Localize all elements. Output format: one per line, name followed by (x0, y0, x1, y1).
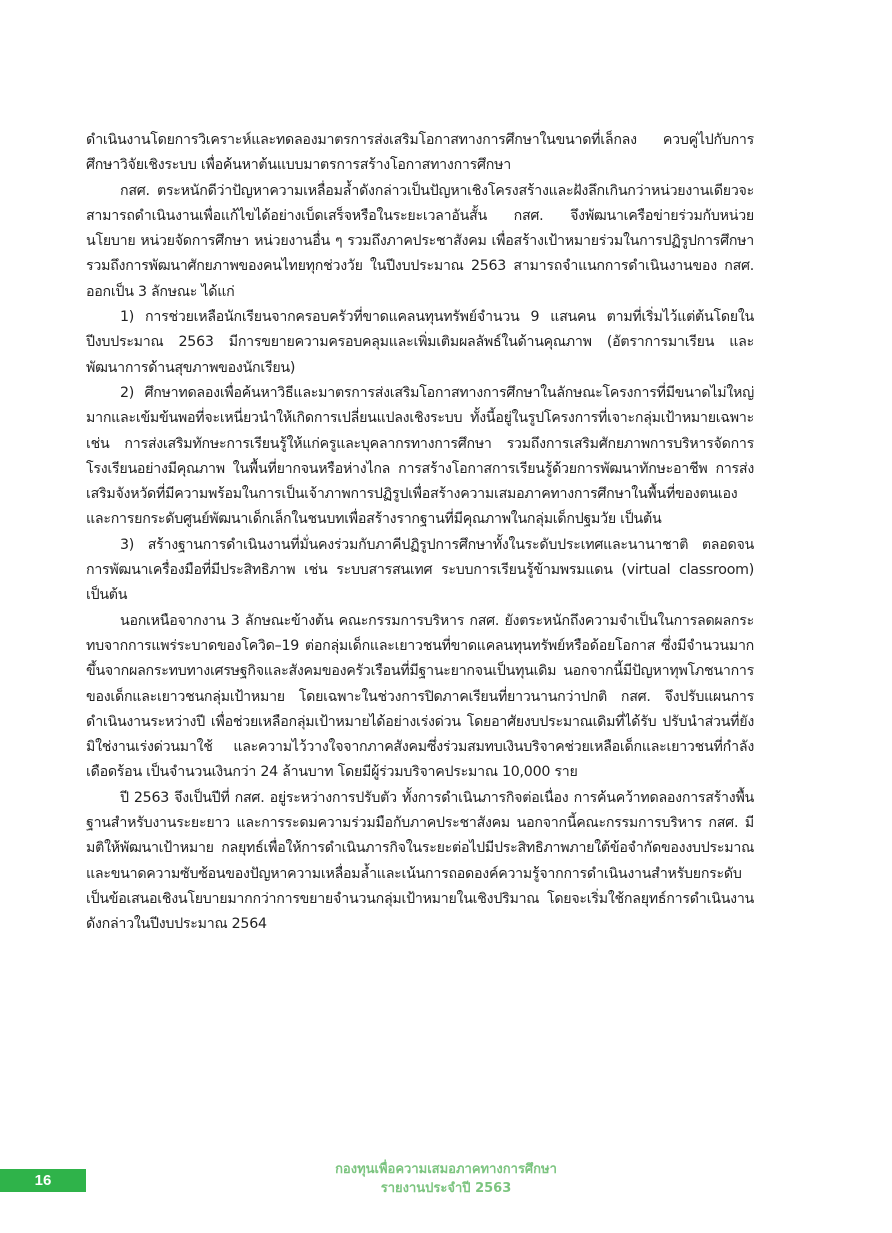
document-body (86, 128, 754, 938)
page-number: 16 (34, 1172, 52, 1189)
paragraph-item-1: 1) การช่วยเหลือนักเรียนจากครอบครัวที่ขาดแคลนทุนทรัพย์จำนวน 9 แสนคน ตามที่เริ่มไว้แต่ต้นโดยในปีงบประมาณ 2563 มีการขยายความครอบคลุมและเพิ่มเติมผลลัพธ์ในด้านคุณภาพ (อัตราการมาเรียน และพัฒนาการด้านสุขภาพของนักเรียน) (86, 309, 754, 376)
paragraph-year-summary: ปี 2563 จึงเป็นปีที่ กสศ. อยู่ระหว่างการปรับตัว ทั้งการดำเนินภารกิจต่อเนื่อง การค้นคว้าทดลองการสร้างพื้นฐานสำหรับงานระยะยาว และการระดมความร่วมมือกับภาคประชาสังคม นอกจากนี้คณะกรรมการบริหาร กสศ. มีมติให้พัฒนาเป้าหมาย กลยุทธ์เพื่อให้การดำเนินภารกิจในระยะต่อไปมีประสิทธิภาพภายใต้ข้อจำกัดของงบประมาณและขนาดความซับซ้อนของปัญหาความเหลื่อมล้ำและเน้นการถอดองค์ความรู้จากการดำเนินงานสำหรับยกระดับเป็นข้อเสนอเชิงนโยบายมากกว่าการขยายจำนวนกลุ่มเป้าหมายในเชิงปริมาณ โดยจะเริ่มใช้กลยุทธ์การดำเนินงานดังกล่าวในปีงบประมาณ 2564 (86, 789, 754, 933)
footer-org-name: กองทุนเพื่อความเสมอภาคทางการศึกษา (335, 1162, 557, 1177)
paragraph-item-3: 3) สร้างฐานการดำเนินงานที่มั่นคงร่วมกับภาคีปฏิรูปการศึกษาทั้งในระดับประเทศและนานาชาติ ตลอดจนการพัฒนาเครื่องมือที่มีประสิทธิภาพ เช่น ระบบสารสนเทศ ระบบการเรียนรู้ข้ามพรมแดน (virtual classroom) เป็นต้น (86, 536, 754, 604)
paragraph-intro: ดำเนินงานโดยการวิเคราะห์และทดลองมาตรการส่งเสริมโอกาสทางการศึกษาในขนาดที่เล็กลง ควบคู่ไปกับการศึกษาวิจัยเชิงระบบ เพื่อค้นหาต้นแบบมาตรการสร้างโอกาสทางการศึกษา (86, 132, 754, 174)
paragraph-item-2: 2) ศึกษาทดลองเพื่อค้นหาวิธีและมาตรการส่งเสริมโอกาสทางการศึกษาในลักษณะโครงการที่มีขนาดไม่ใหญ่มากและเข้มข้นพอที่จะเหนี่ยวนำให้เกิดการเปลี่ยนแปลงเชิงระบบ ทั้งนี้อยู่ในรูปโครงการที่เจาะกลุ่มเป้าหมายเฉพาะ เช่น การส่งเสริมทักษะการเรียนรู้ให้แก่ครูและบุคลากรทางการศึกษา รวมถึงการเสริมศักยภาพการบริหารจัดการโรงเรียนอย่างมีคุณภาพ ในพื้นที่ยากจนหรือห่างไกล การสร้างโอกาสการเรียนรู้ด้วยการพัฒนาทักษะอาชีพ การส่งเสริมจังหวัดที่มีความพร้อมในการเป็นเจ้าภาพการปฏิรูปเพื่อสร้างความเสมอภาคทางการศึกษาในพื้นที่ของตนเอง และการยกระดับศูนย์พัฒนาเด็กเล็กในชนบทเพื่อสร้างรากฐานที่มีคุณภาพในกลุ่มเด็กปฐมวัย เป็นต้น (86, 384, 754, 528)
paragraph-covid-response: นอกเหนือจากงาน 3 ลักษณะข้างต้น คณะกรรมการบริหาร กสศ. ยังตระหนักถึงความจำเป็นในการลดผลกระทบจากการแพร่ระบาดของโควิด–19 ต่อกลุ่มเด็กและเยาวชนที่ขาดแคลนทุนทรัพย์หรือด้อยโอกาส ซึ่งมีจำนวนมากขึ้นจากผลกระทบทางเศรษฐกิจและสังคมของครัวเรือนที่มีฐานะยากจนเป็นทุนเดิม นอกจากนี้มีปัญหาทุพโภชนาการของเด็กและเยาวชนกลุ่มเป้าหมาย โดยเฉพาะในช่วงการปิดภาคเรียนที่ยาวนานกว่าปกติ กสศ. จึงปรับแผนการดำเนินงานระหว่างปี เพื่อช่วยเหลือกลุ่มเป้าหมายได้อย่างเร่งด่วน โดยอาศัยงบประมาณเดิมที่ได้รับ ปรับนำส่วนที่ยังมิใช่งานเร่งด่วนมาใช้ และความไว้วางใจจากภาคสังคมซึ่งร่วมสมทบเงินบริจาคช่วยเหลือเด็กและเยาวชนที่กำลังเดือดร้อน เป็นจำนวนเงินกว่า 24 ล้านบาท โดยมีผู้ร่วมบริจาคประมาณ 10,000 ราย (86, 612, 754, 781)
paragraph-structural-problem: กสศ. ตระหนักดีว่าปัญหาความเหลื่อมล้ำดังกล่าวเป็นปัญหาเชิงโครงสร้างและฝังลึกเกินกว่าหน่วยงานเดียวจะสามารถดำเนินงานเพื่อแก้ไขได้อย่างเบ็ดเสร็จหรือในระยะเวลาอันสั้น กสศ. จึงพัฒนาเครือข่ายร่วมกับหน่วยนโยบาย หน่วยจัดการศึกษา หน่วยงานอื่น ๆ รวมถึงภาคประชาสังคม เพื่อสร้างเป้าหมายร่วมในการปฏิรูปการศึกษา รวมถึงการพัฒนาศักยภาพของคนไทยทุกช่วงวัย ในปีงบประมาณ 2563 สามารถจำแนกการดำเนินงานของ กสศ. ออกเป็น 3 ลักษณะ ได้แก่ (86, 182, 754, 300)
page-number-badge (0, 1169, 86, 1192)
footer-report-title: รายงานประจำปี 2563 (380, 1181, 512, 1196)
footer-caption (240, 1160, 652, 1198)
